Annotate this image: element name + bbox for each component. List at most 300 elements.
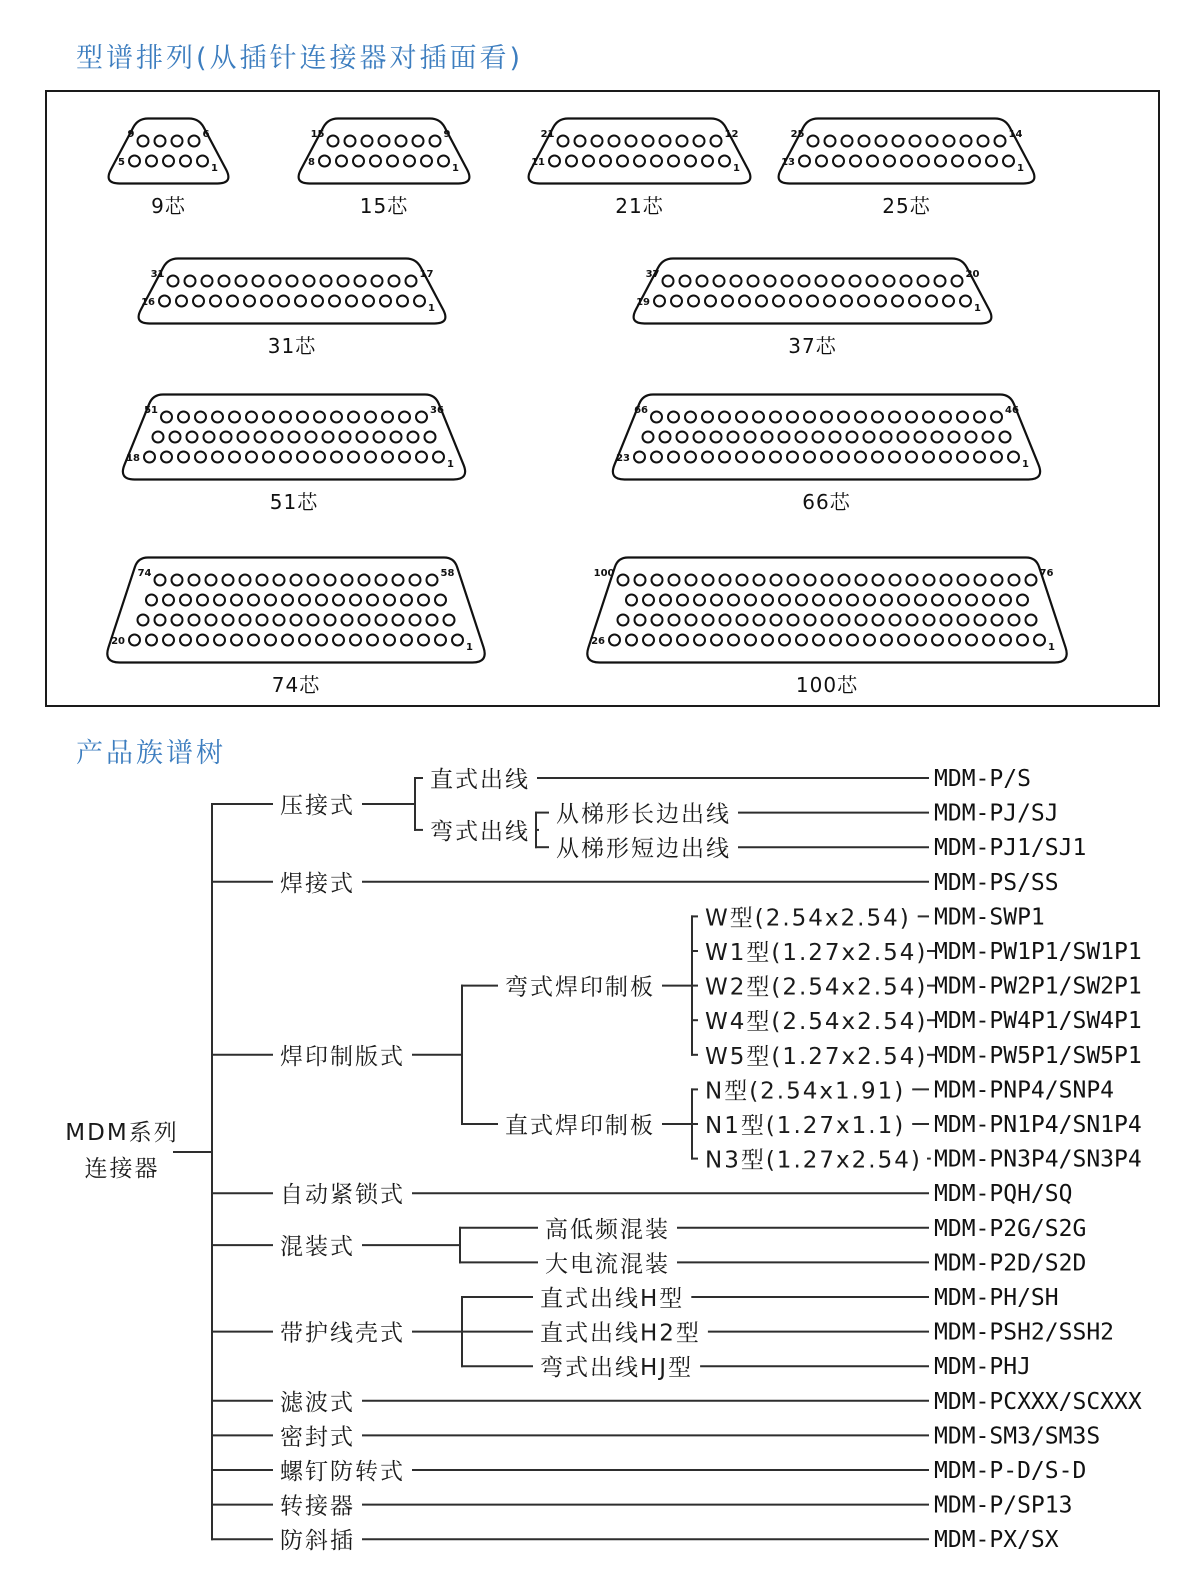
pin-hole <box>932 595 943 606</box>
pin-number: 1 <box>466 642 473 653</box>
pin-number: 12 <box>724 129 739 140</box>
tree-model-label: MDM-PH/SH <box>934 1285 1059 1311</box>
pin-hole <box>957 452 968 463</box>
connector-figure <box>607 393 1046 515</box>
pin-hole <box>1000 635 1011 646</box>
pin-hole <box>609 635 620 646</box>
pin-hole <box>397 296 408 307</box>
pin-hole <box>737 615 748 626</box>
pin-hole <box>363 296 374 307</box>
pin-hole <box>873 615 884 626</box>
pin-hole <box>634 156 645 167</box>
pin-hole <box>924 575 935 586</box>
connector-diagram <box>117 393 471 481</box>
pin-hole <box>782 276 793 287</box>
pin-hole <box>635 615 646 626</box>
pin-hole <box>771 575 782 586</box>
pin-hole <box>975 575 986 586</box>
pin-hole <box>842 136 853 147</box>
pin-hole <box>855 412 866 423</box>
pin-hole <box>668 412 679 423</box>
tree-model-label: MDM-P/S <box>934 766 1031 792</box>
pin-hole <box>389 276 400 287</box>
pin-hole <box>345 136 356 147</box>
pin-hole <box>346 296 357 307</box>
pin-hole <box>229 412 240 423</box>
pin-hole <box>686 575 697 586</box>
pin-hole <box>890 615 901 626</box>
pin-hole <box>163 595 174 606</box>
pin-hole <box>909 296 920 307</box>
pin-hole <box>384 595 395 606</box>
pin-number: 1 <box>1048 642 1055 653</box>
pin-hole <box>257 575 268 586</box>
pin-number: 66 <box>634 405 648 416</box>
pin-hole <box>813 635 824 646</box>
pin-hole <box>771 615 782 626</box>
pin-hole <box>328 136 339 147</box>
pin-hole <box>176 296 187 307</box>
pin-hole <box>669 575 680 586</box>
tree-model-label: MDM-PN1P4/SN1P4 <box>934 1112 1142 1138</box>
pin-hole <box>685 452 696 463</box>
pin-hole <box>289 432 300 443</box>
tree-model-label: MDM-P-D/S-D <box>934 1458 1087 1484</box>
pin-hole <box>884 276 895 287</box>
pin-hole <box>291 575 302 586</box>
pin-hole <box>206 575 217 586</box>
pin-hole <box>221 432 232 443</box>
pin-hole <box>697 276 708 287</box>
pin-hole <box>359 575 370 586</box>
tree-node-label: 弯式焊印制板 <box>505 974 655 1001</box>
connector-shell <box>634 259 992 324</box>
tree-model-label: MDM-P/SP13 <box>934 1492 1073 1519</box>
pin-hole <box>359 615 370 626</box>
pin-hole <box>926 296 937 307</box>
tree-node-label: 从梯形短边出线 <box>556 836 731 863</box>
connector-caption: 51芯 <box>269 490 319 514</box>
pin-hole <box>153 432 164 443</box>
pin-hole <box>246 412 257 423</box>
pin-hole <box>1017 595 1028 606</box>
pin-hole <box>680 276 691 287</box>
pin-hole <box>314 412 325 423</box>
pin-hole <box>387 156 398 167</box>
pin-hole <box>1009 615 1020 626</box>
pin-hole <box>847 595 858 606</box>
tree-model-label: MDM-PW5P1/SW5P1 <box>934 1042 1142 1069</box>
pin-hole <box>257 615 268 626</box>
pin-number: 1 <box>211 163 218 174</box>
pinout-row <box>47 257 1158 359</box>
pin-hole <box>413 136 424 147</box>
tree-model-label: MDM-PHJ <box>934 1354 1031 1381</box>
tree-node-label: 大电流混装 <box>545 1251 670 1278</box>
pin-hole <box>338 276 349 287</box>
pin-hole <box>189 575 200 586</box>
tree-node-label: 弯式出线 <box>430 818 530 845</box>
tree-node-label: N1型(1.27x1.1) <box>705 1113 906 1139</box>
pin-hole <box>790 296 801 307</box>
pin-hole <box>410 615 421 626</box>
pin-hole <box>185 276 196 287</box>
pin-number: 1 <box>1022 459 1029 470</box>
pin-hole <box>282 595 293 606</box>
pin-hole <box>129 156 140 167</box>
pin-hole <box>314 452 325 463</box>
pin-number: 31 <box>150 269 165 280</box>
pin-hole <box>350 635 361 646</box>
pin-hole <box>957 412 968 423</box>
pin-number: 15 <box>310 129 325 140</box>
pin-hole <box>178 412 189 423</box>
pin-hole <box>754 615 765 626</box>
connector-diagram <box>582 556 1072 664</box>
pin-hole <box>280 412 291 423</box>
pin-hole <box>210 296 221 307</box>
pin-hole <box>728 595 739 606</box>
connector-caption: 31芯 <box>267 334 317 358</box>
pin-hole <box>380 296 391 307</box>
pin-hole <box>1034 635 1045 646</box>
pin-hole <box>711 595 722 606</box>
pin-hole <box>227 296 238 307</box>
pin-hole <box>906 452 917 463</box>
pin-hole <box>711 136 722 147</box>
pin-hole <box>685 412 696 423</box>
pin-hole <box>762 432 773 443</box>
pin-hole <box>325 575 336 586</box>
pin-hole <box>745 635 756 646</box>
pin-hole <box>408 432 419 443</box>
pin-hole <box>867 156 878 167</box>
pin-hole <box>229 452 240 463</box>
pin-hole <box>626 136 637 147</box>
pin-hole <box>270 276 281 287</box>
pin-hole <box>652 615 663 626</box>
connector-diagram <box>102 556 490 664</box>
pin-number: 9 <box>127 129 135 140</box>
pin-hole <box>858 296 869 307</box>
pin-hole <box>253 276 264 287</box>
pin-number: 37 <box>645 269 660 280</box>
pin-hole <box>847 432 858 443</box>
pin-hole <box>263 412 274 423</box>
connector-caption: 25芯 <box>882 194 931 218</box>
pin-hole <box>367 635 378 646</box>
pin-hole <box>195 452 206 463</box>
pin-hole <box>961 136 972 147</box>
pin-hole <box>172 575 183 586</box>
pin-hole <box>694 136 705 147</box>
pin-hole <box>219 276 230 287</box>
connector-caption: 66芯 <box>802 490 851 514</box>
pin-hole <box>745 595 756 606</box>
pin-hole <box>430 136 441 147</box>
pin-number: 1 <box>974 303 981 314</box>
pin-hole <box>991 452 1002 463</box>
pin-hole <box>618 615 629 626</box>
pin-hole <box>282 635 293 646</box>
pin-number: 11 <box>531 157 545 168</box>
pin-hole <box>756 296 767 307</box>
pin-hole <box>941 575 952 586</box>
pin-number: 5 <box>118 157 125 168</box>
pin-hole <box>669 615 680 626</box>
pin-hole <box>583 156 594 167</box>
pin-hole <box>975 615 986 626</box>
pin-hole <box>935 276 946 287</box>
pin-hole <box>168 276 179 287</box>
connector-figure <box>582 556 1072 698</box>
pin-hole <box>864 635 875 646</box>
pin-number: 21 <box>540 129 555 140</box>
pin-hole <box>1008 452 1019 463</box>
pin-hole <box>677 635 688 646</box>
pin-hole <box>248 595 259 606</box>
pin-hole <box>983 432 994 443</box>
pin-hole <box>161 412 172 423</box>
pin-hole <box>770 412 781 423</box>
connector-caption: 37芯 <box>788 334 837 358</box>
pin-hole <box>788 615 799 626</box>
connector-caption: 21芯 <box>615 194 664 218</box>
pin-hole <box>291 615 302 626</box>
connector-shell <box>779 119 1035 184</box>
tree-node-label: 直式焊印制板 <box>505 1113 655 1139</box>
pin-hole <box>321 276 332 287</box>
pin-hole <box>163 156 174 167</box>
pin-hole <box>146 156 157 167</box>
pin-hole <box>952 276 963 287</box>
pin-hole <box>660 595 671 606</box>
pin-hole <box>966 595 977 606</box>
pin-hole <box>304 276 315 287</box>
pin-hole <box>146 635 157 646</box>
pin-number: 25 <box>790 129 805 140</box>
pin-hole <box>821 452 832 463</box>
pin-hole <box>643 432 654 443</box>
pin-hole <box>822 615 833 626</box>
family-tree-diagram <box>0 756 1200 1586</box>
pin-hole <box>204 432 215 443</box>
pin-hole <box>406 276 417 287</box>
connector-figure <box>117 393 471 515</box>
pin-hole <box>129 635 140 646</box>
pin-hole <box>202 276 213 287</box>
pin-number: 58 <box>440 568 455 579</box>
pin-hole <box>978 136 989 147</box>
pin-hole <box>367 595 378 606</box>
pin-hole <box>856 575 867 586</box>
tree-node-label: 从梯形长边出线 <box>556 801 731 828</box>
pin-hole <box>821 412 832 423</box>
pin-hole <box>949 635 960 646</box>
connector-figure <box>627 257 998 359</box>
pin-hole <box>943 296 954 307</box>
pin-hole <box>745 432 756 443</box>
connector-shell <box>107 558 484 663</box>
pin-hole <box>804 412 815 423</box>
pin-hole <box>808 136 819 147</box>
pin-hole <box>986 156 997 167</box>
pin-hole <box>799 156 810 167</box>
pin-hole <box>391 432 402 443</box>
pin-hole <box>796 595 807 606</box>
pin-hole <box>626 635 637 646</box>
pin-number: 1 <box>733 163 740 174</box>
connector-diagram <box>627 257 998 325</box>
tree-node-label: 直式出线H型 <box>540 1286 685 1312</box>
pin-hole <box>839 615 850 626</box>
pin-hole <box>159 296 170 307</box>
connector-caption: 9芯 <box>151 194 186 218</box>
pin-hole <box>711 635 722 646</box>
pin-hole <box>770 452 781 463</box>
pin-hole <box>787 452 798 463</box>
pin-hole <box>765 276 776 287</box>
connector-figure <box>522 117 757 219</box>
pin-hole <box>850 156 861 167</box>
pin-hole <box>872 452 883 463</box>
pin-hole <box>189 136 200 147</box>
pin-hole <box>396 136 407 147</box>
pin-hole <box>830 635 841 646</box>
connector-figure <box>102 556 490 698</box>
pin-hole <box>779 595 790 606</box>
pin-hole <box>643 595 654 606</box>
pin-hole <box>720 615 731 626</box>
pin-hole <box>728 635 739 646</box>
pin-hole <box>856 615 867 626</box>
pin-hole <box>618 575 629 586</box>
pin-hole <box>404 156 415 167</box>
pin-hole <box>438 156 449 167</box>
pin-hole <box>333 595 344 606</box>
connector-diagram <box>102 117 235 185</box>
pin-hole <box>1000 432 1011 443</box>
pin-hole <box>261 296 272 307</box>
pin-hole <box>969 156 980 167</box>
pin-hole <box>206 615 217 626</box>
tree-node-label: 滤波式 <box>280 1389 355 1416</box>
pin-hole <box>278 296 289 307</box>
connector-shell <box>139 259 446 324</box>
pin-hole <box>872 412 883 423</box>
pin-number: 1 <box>1017 163 1024 174</box>
pin-number: 13 <box>781 157 795 168</box>
pin-number: 1 <box>452 163 459 174</box>
pin-hole <box>881 432 892 443</box>
tree-node-label: 带护线壳式 <box>280 1320 405 1347</box>
pin-hole <box>566 156 577 167</box>
pin-hole <box>875 296 886 307</box>
tree-node-label: 高低频混装 <box>545 1216 670 1243</box>
pin-hole <box>592 136 603 147</box>
tree-section-title: 产品族谱树 <box>76 738 226 769</box>
pin-hole <box>195 412 206 423</box>
pin-hole <box>348 412 359 423</box>
pin-hole <box>762 595 773 606</box>
pin-hole <box>180 635 191 646</box>
pin-hole <box>686 615 697 626</box>
tree-model-label: MDM-PX/SX <box>934 1527 1059 1554</box>
tree-node-label: W型(2.54x2.54) <box>705 905 911 932</box>
pin-hole <box>634 452 645 463</box>
tree-root-label: 连接器 <box>84 1156 160 1182</box>
pin-hole <box>901 276 912 287</box>
pin-hole <box>416 412 427 423</box>
tree-model-label: MDM-PS/SS <box>934 869 1059 896</box>
pin-hole <box>265 635 276 646</box>
tree-model-label: MDM-P2G/S2G <box>934 1215 1087 1242</box>
pin-hole <box>248 635 259 646</box>
tree-node-label: W2型(2.54x2.54) <box>705 974 928 1001</box>
pin-hole <box>654 296 665 307</box>
pin-hole <box>825 136 836 147</box>
pin-number: 16 <box>141 297 155 308</box>
pin-hole <box>850 276 861 287</box>
pin-hole <box>1026 575 1037 586</box>
pin-hole <box>325 615 336 626</box>
pin-hole <box>983 595 994 606</box>
pin-hole <box>331 452 342 463</box>
pin-hole <box>737 575 748 586</box>
pin-hole <box>187 432 198 443</box>
tree-node-label: N3型(1.27x2.54) <box>705 1147 922 1174</box>
pin-hole <box>804 452 815 463</box>
pin-hole <box>331 412 342 423</box>
pin-hole <box>427 575 438 586</box>
pin-hole <box>643 136 654 147</box>
pin-hole <box>652 575 663 586</box>
pin-hole <box>677 595 688 606</box>
pin-hole <box>376 575 387 586</box>
connector-shell <box>529 119 751 184</box>
pin-hole <box>370 156 381 167</box>
pin-hole <box>609 136 620 147</box>
pin-hole <box>881 635 892 646</box>
pin-hole <box>297 412 308 423</box>
pin-hole <box>416 452 427 463</box>
pin-hole <box>876 136 887 147</box>
pin-hole <box>272 432 283 443</box>
tree-node-label: W1型(1.27x2.54) <box>705 940 928 966</box>
pin-hole <box>379 136 390 147</box>
pin-hole <box>830 595 841 606</box>
connector-caption: 15芯 <box>359 194 409 218</box>
pin-hole <box>898 595 909 606</box>
pin-number: 14 <box>1008 129 1023 140</box>
pin-hole <box>884 156 895 167</box>
pin-hole <box>452 635 463 646</box>
pin-hole <box>342 575 353 586</box>
pin-hole <box>1026 615 1037 626</box>
pin-hole <box>558 136 569 147</box>
pin-hole <box>779 635 790 646</box>
pin-number: 9 <box>443 129 451 140</box>
pin-hole <box>312 296 323 307</box>
pin-hole <box>779 432 790 443</box>
pin-hole <box>1017 635 1028 646</box>
pin-hole <box>668 452 679 463</box>
pin-hole <box>787 412 798 423</box>
pin-hole <box>927 136 938 147</box>
pin-hole <box>350 595 361 606</box>
pin-hole <box>414 296 425 307</box>
pin-number: 19 <box>636 297 650 308</box>
